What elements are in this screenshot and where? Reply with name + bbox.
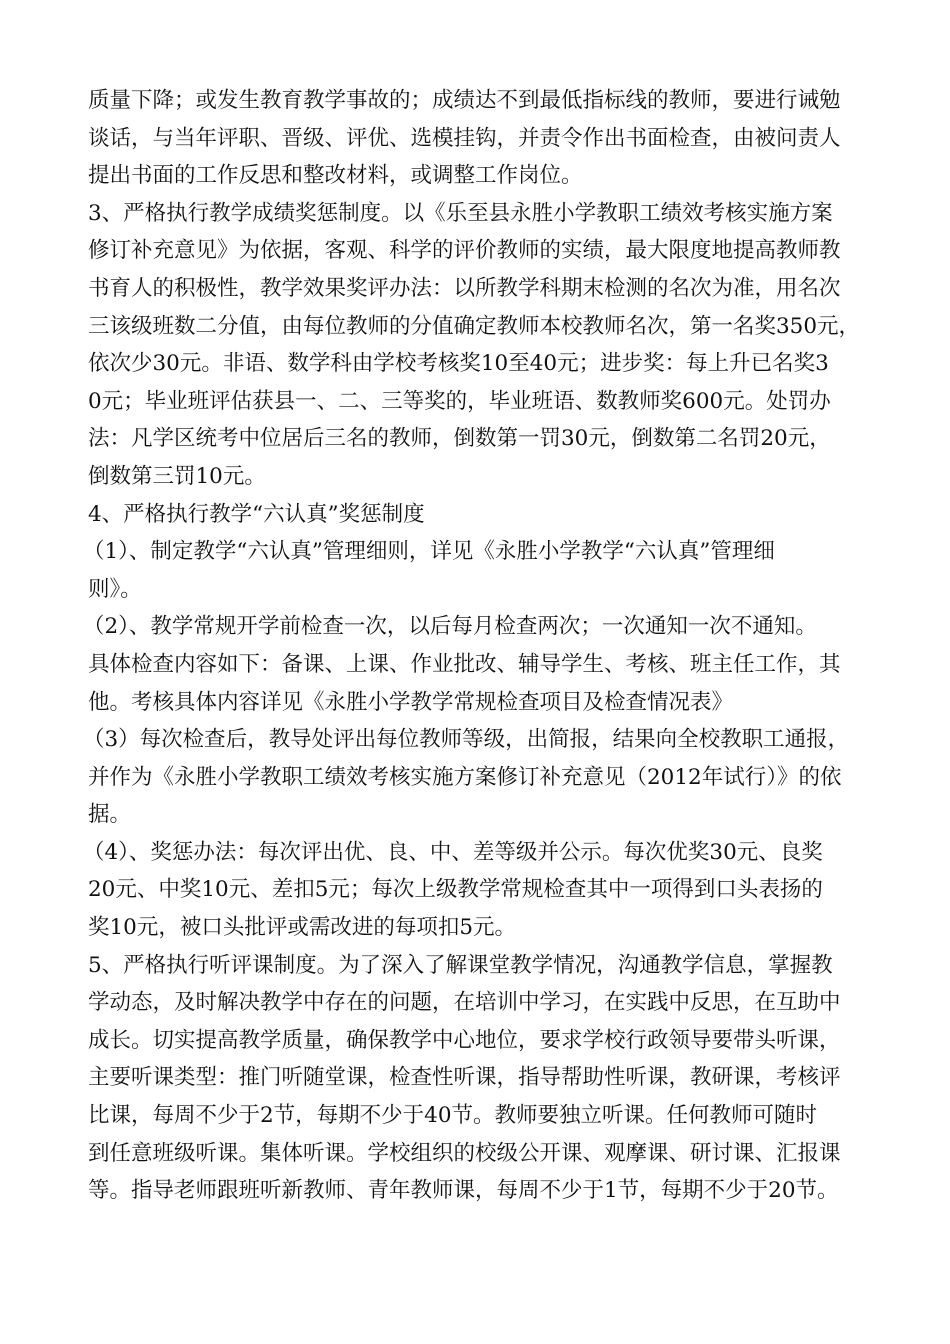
text-line: 并作为《永胜小学教职工绩效考核实施方案修订补充意见（2012年试行）》的依	[88, 764, 842, 790]
text-line: 倒数第三罚10元。	[88, 463, 266, 489]
text-line: 比课，每周不少于2节，每期不少于40节。教师要独立听课。任何教师可随时	[88, 1103, 818, 1129]
text-line: 具体检查内容如下：备课、上课、作业批改、辅导学生、考核、班主任工作，其	[88, 651, 841, 677]
text-line: 奖10元，被口头批评或需改进的每项扣5元。	[88, 915, 517, 941]
list-item-3: （3）每次检查后，教导处评出每位教师等级，出简报，结果向全校教职工通报，	[83, 727, 850, 753]
text-line: 他。考核具体内容详见《永胜小学教学常规检查项目及检查情况表》	[88, 689, 734, 715]
section-heading-4: 4、严格执行教学“六认真”奖惩制度	[88, 501, 425, 527]
text-line: 谈话，与当年评职、晋级、评优、选模挂钩，并责令作出书面检查，由被问责人	[88, 125, 841, 151]
document-body	[83, 82, 888, 1210]
text-line: 等。指导老师跟班听新教师、青年教师课，每周不少于1节，每期不少于20节。	[88, 1178, 839, 1204]
text-line: 则》。	[88, 576, 142, 602]
text-line: 质量下降；或发生教育教学事故的；成绩达不到最低指标线的教师，要进行诫勉	[88, 88, 841, 113]
text-line: 修订补充意见》为依据，客观、科学的评价教师的实绩，最大限度地提高教师教	[88, 238, 841, 264]
text-line: 书育人的积极性，教学效果奖评办法：以所教学科期末检测的名次为准，用名次	[88, 275, 841, 301]
section-heading-5: 5、严格执行听评课制度。为了深入了解课堂教学情况，沟通教学信息，掌握教	[88, 952, 833, 978]
text-line: 学动态，及时解决教学中存在的问题，在培训中学习，在实践中反思，在互助中	[88, 990, 841, 1016]
text-line: 到任意班级听课。集体听课。学校组织的校级公开课、观摩课、研讨课、汇报课	[88, 1140, 841, 1166]
text-line: 提出书面的工作反思和整改材料，或调整工作岗位。	[88, 163, 583, 189]
text-line: 法：凡学区统考中位居后三名的教师，倒数第一罚30元，倒数第二名罚20元，	[88, 426, 831, 452]
list-item-1: （1）、制定教学“六认真”管理细则，详见《永胜小学教学“六认真”管理细	[83, 539, 775, 565]
text-line: 据。	[88, 802, 132, 828]
text-line: 20元、中奖10元、差扣5元；每次上级教学常规检查其中一项得到口头表扬的	[88, 877, 823, 903]
list-item-2: （2）、教学常规开学前检查一次，以后每月检查两次；一次通知一次不通知。	[83, 614, 817, 640]
text-line: 依次少30元。非语、数学科由学校考核奖10至40元；进步奖：每上升已名奖3	[88, 351, 829, 377]
text-line: 成长。切实提高教学质量，确保教学中心地位，要求学校行政领导要带头听课，	[88, 1027, 841, 1053]
text-line: 0元；毕业班评估获县一、二、三等奖的，毕业班语、数教师奖600元。处罚办	[88, 388, 831, 414]
list-item-4: （4）、奖惩办法：每次评出优、良、中、差等级并公示。每次优奖30元、良奖	[83, 839, 823, 865]
text-line: 三该级班数二分值，由每位教师的分值确定教师本校教师名次，第一名奖350元，	[88, 313, 861, 339]
section-heading-3: 3、严格执行教学成绩奖惩制度。以《乐至县永胜小学教职工绩效考核实施方案	[88, 200, 833, 226]
text-line: 主要听课类型：推门听随堂课，检查性听课，指导帮助性听课，教研课，考核评	[88, 1065, 841, 1091]
